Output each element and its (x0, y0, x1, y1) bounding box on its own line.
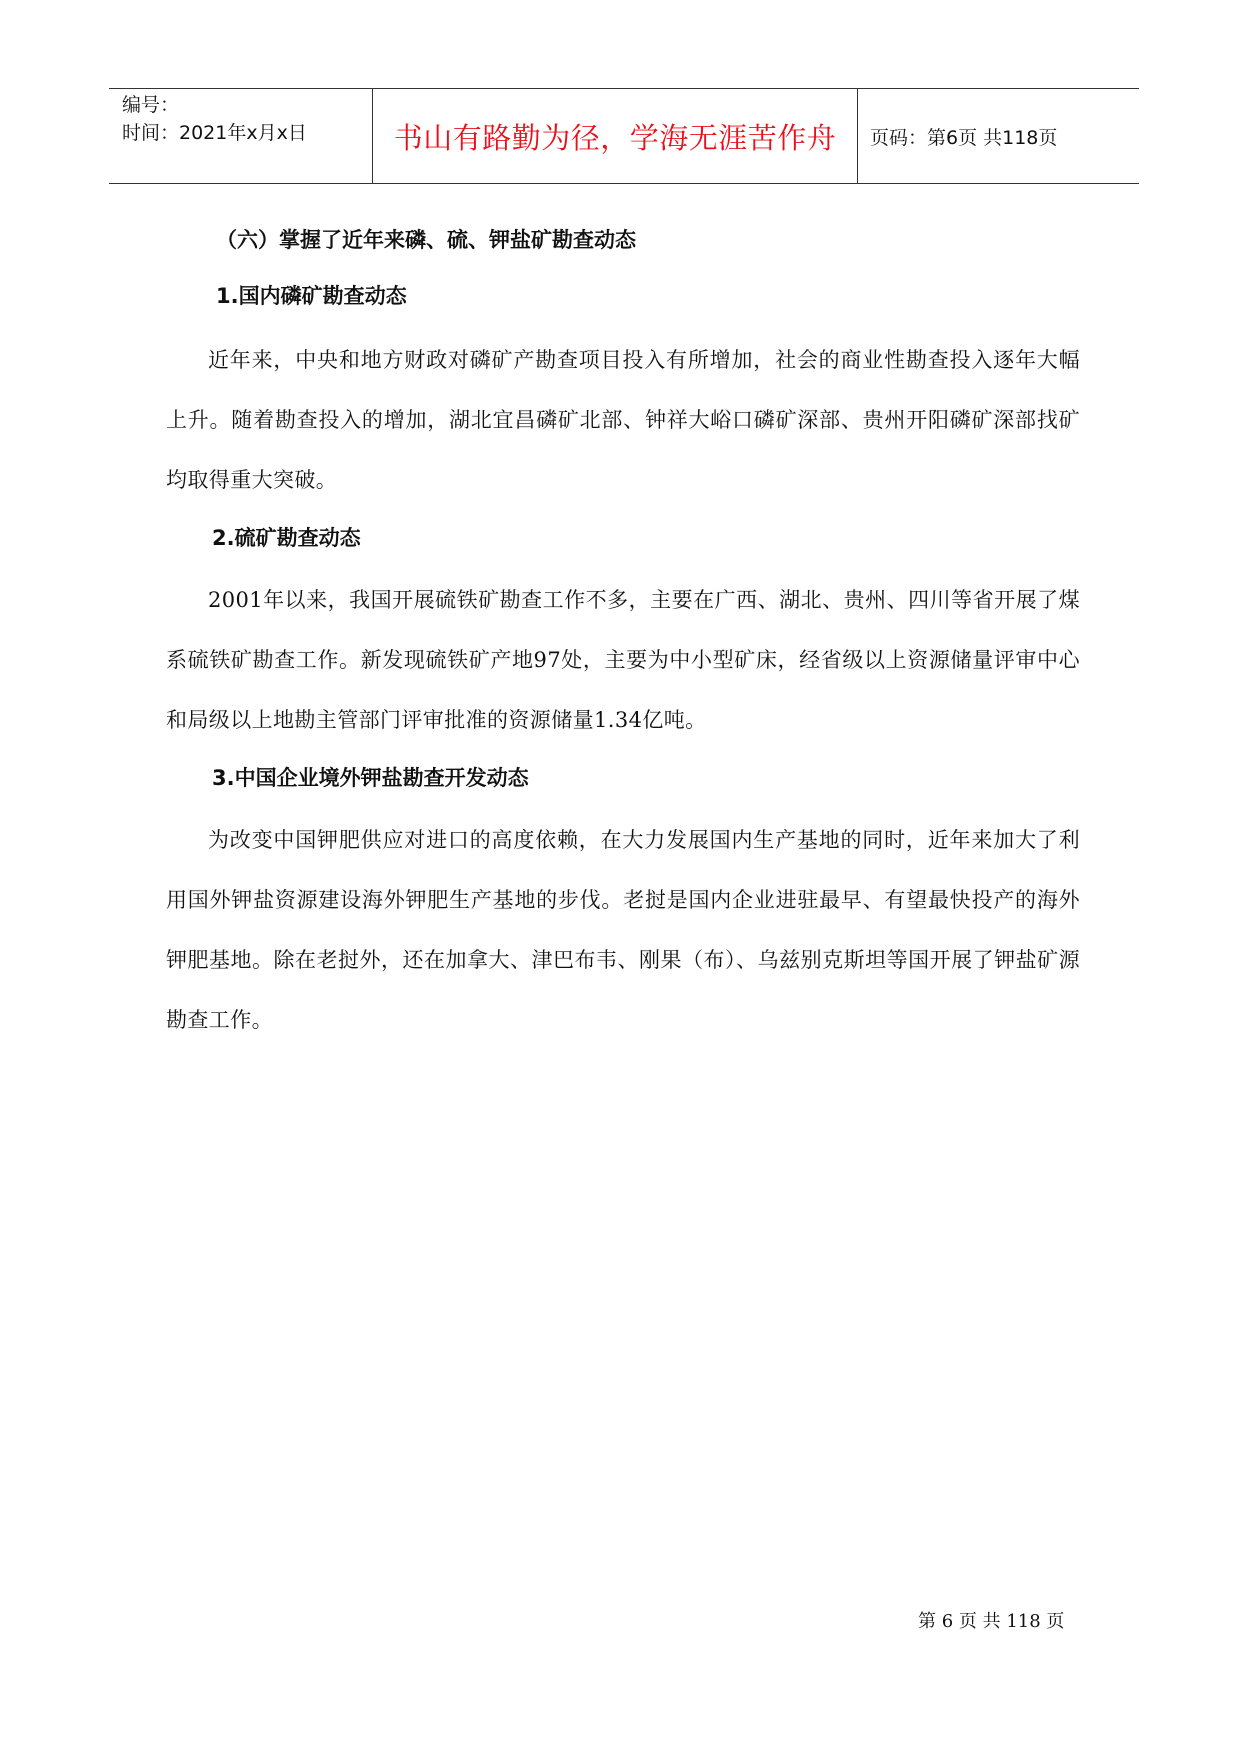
header-page-cell (858, 89, 1139, 183)
header-page-number: 页码：第6页 共118页 (870, 126, 1058, 149)
footer-page-number: 第 6 页 共 118 页 (918, 1611, 1065, 1632)
subsection-paragraph-1: 近年来，中央和地方财政对磷矿产勘查项目投入有所增加，社会的商业性勘查投入逐年大幅上升。随着勘查投入的增加，湖北宜昌磷矿北部、钟祥大峪口磷矿深部、贵州开阳磷矿深部找矿均取得重大突破。 (166, 348, 1080, 492)
header-meta-cell (109, 89, 373, 183)
subsection-heading-3: 3.中国企业境外钾盐勘查开发动态 (212, 766, 529, 790)
time-label: 时间：2021年x月x日 (122, 122, 307, 144)
document-header (109, 88, 1139, 184)
subsection-heading-1: 1.国内磷矿勘查动态 (216, 284, 407, 308)
subsection-paragraph-2: 2001年以来，我国开展硫铁矿勘查工作不多，主要在广西、湖北、贵州、四川等省开展了煤系硫铁矿勘查工作。新发现硫铁矿产地97处，主要为中小型矿床，经省级以上资源储量评审中心和局级以上地勘主管部门评审批准的资源储量1.34亿吨。 (166, 588, 1080, 732)
subsection-paragraph-3: 为改变中国钾肥供应对进口的高度依赖，在大力发展国内生产基地的同时，近年来加大了利用国外钾盐资源建设海外钾肥生产基地的步伐。老挝是国内企业进驻最早、有望最快投产的海外钾肥基地。除在老挝外，还在加拿大、津巴布韦、刚果（布）、乌兹别克斯坦等国开展了钾盐矿源勘查工作。 (166, 828, 1080, 1032)
motto-text: 书山有路勤为径，学海无涯苦作舟 (393, 120, 837, 155)
serial-number-label: 编号： (122, 94, 180, 116)
subsection-heading-2: 2.硫矿勘查动态 (212, 526, 361, 550)
section-title: （六）掌握了近年来磷、硫、钾盐矿勘查动态 (216, 228, 636, 252)
header-motto-cell (373, 89, 858, 183)
